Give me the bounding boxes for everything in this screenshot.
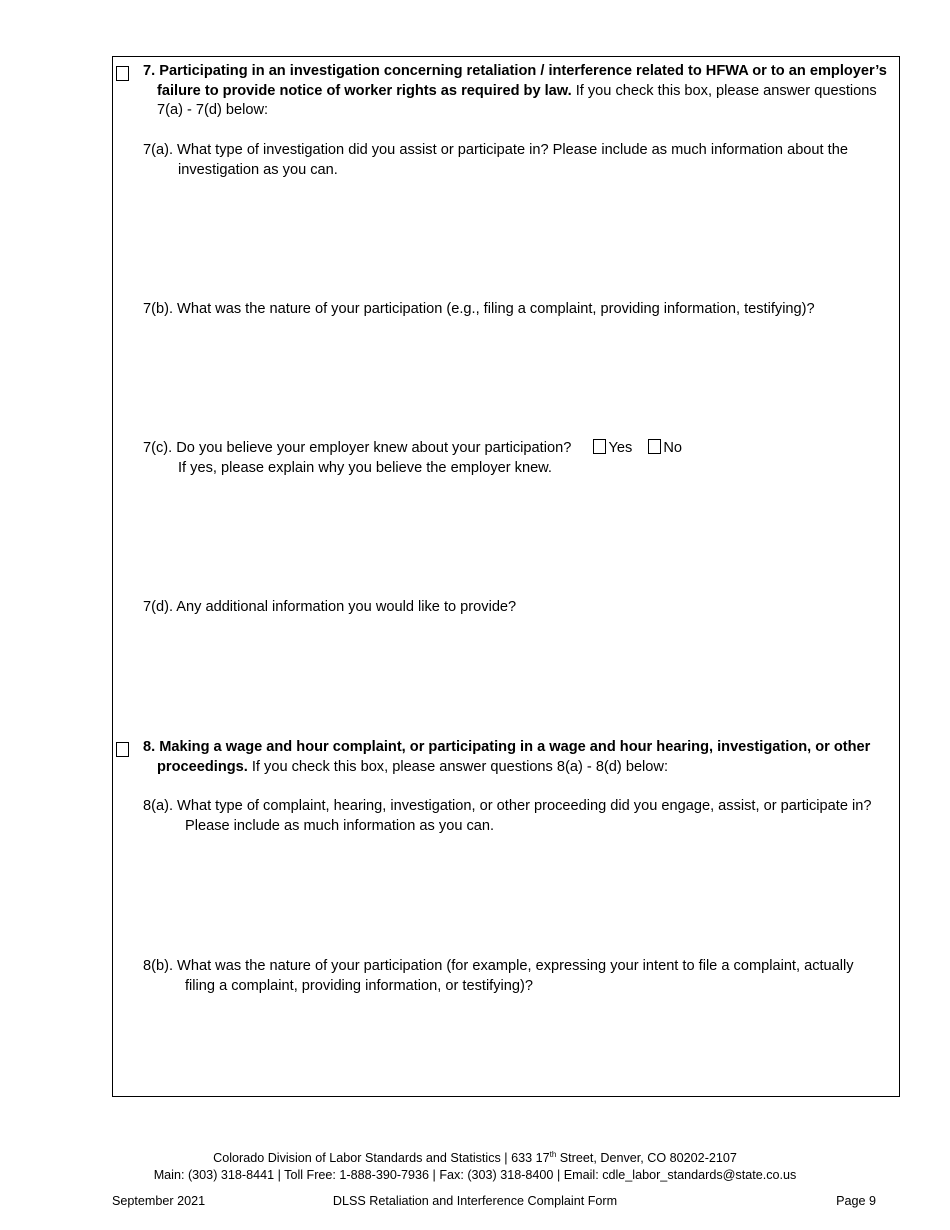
q7-heading [143, 62, 887, 121]
q8-heading-bold-2: proceedings. [157, 758, 248, 775]
q8-heading [143, 738, 870, 777]
form-box [112, 56, 900, 1097]
footer-address-post: Street, Denver, CO 80202-2107 [556, 1151, 737, 1165]
q8a-line2: Please include as much information as you can. [185, 817, 495, 834]
q7c-line1: 7(c). Do you believe your employer knew about your participation? [143, 440, 572, 456]
footer-form-title: DLSS Retaliation and Interference Complaint Form [332, 1194, 618, 1208]
q8a-line1: 8(a). What type of complaint, hearing, investigation, or other proceeding did you engage, assist, or participate in? [143, 798, 872, 814]
footer-address-sup: th [549, 1150, 557, 1159]
footer-address [0, 1150, 950, 1167]
q8b-line2: filing a complaint, providing information, or testifying)? [185, 977, 533, 994]
footer-address-pre: Colorado Division of Labor Standards and Statistics | 633 17 [213, 1151, 550, 1165]
footer-contact: Main: (303) 318-8441 | Toll Free: 1-888-390-7936 | Fax: (303) 318-8400 | Email: cdle_labor_standards@state.co.us [153, 1168, 797, 1182]
q7c-yes-checkbox[interactable] [593, 439, 606, 454]
q7-heading-rest: If you check this box, please answer questions [571, 82, 877, 99]
q8-checkbox[interactable] [116, 742, 129, 757]
q7a-line1: 7(a). What type of investigation did you assist or participate in? Please include as much information about the [143, 142, 848, 158]
q8b-line1: 8(b). What was the nature of your participation (for example, expressing your intent to file a complaint, actually [143, 958, 854, 974]
q7c-yes-label: Yes [608, 440, 633, 456]
q7b-line1: 7(b). What was the nature of your participation (e.g., filing a complaint, providing information, testifying)? [143, 301, 815, 317]
q7a-question [143, 141, 848, 180]
q7d-question [143, 598, 516, 618]
q8a-question [143, 797, 871, 836]
q7d-line1: 7(d). Any additional information you would like to provide? [143, 599, 517, 615]
q7c-line2: If yes, please explain why you believe the employer knew. [178, 459, 552, 476]
q7-heading-bold-2: failure to provide notice of worker rights as required by law. [157, 82, 572, 99]
q7-heading-bold-1: 7. Participating in an investigation concerning retaliation / interference related to HFWA or to an employer’s [143, 63, 887, 79]
q7-checkbox[interactable] [116, 66, 129, 81]
q8-heading-rest: If you check this box, please answer questions 8(a) - 8(d) below: [247, 758, 669, 775]
q8-heading-bold-1: 8. Making a wage and hour complaint, or participating in a wage and hour hearing, investigation, or other [143, 739, 871, 755]
q7c-no-label: No [663, 440, 683, 456]
q7b-question [143, 300, 815, 320]
footer-page-number: Page 9 [836, 1194, 876, 1208]
q7a-line2: investigation as you can. [178, 161, 338, 178]
q7-heading-line3: 7(a) - 7(d) below: [157, 102, 269, 118]
footer-date: September 2021 [112, 1194, 206, 1208]
q8b-question [143, 957, 854, 996]
q7c-question [143, 439, 682, 478]
q7c-no-checkbox[interactable] [648, 439, 661, 454]
